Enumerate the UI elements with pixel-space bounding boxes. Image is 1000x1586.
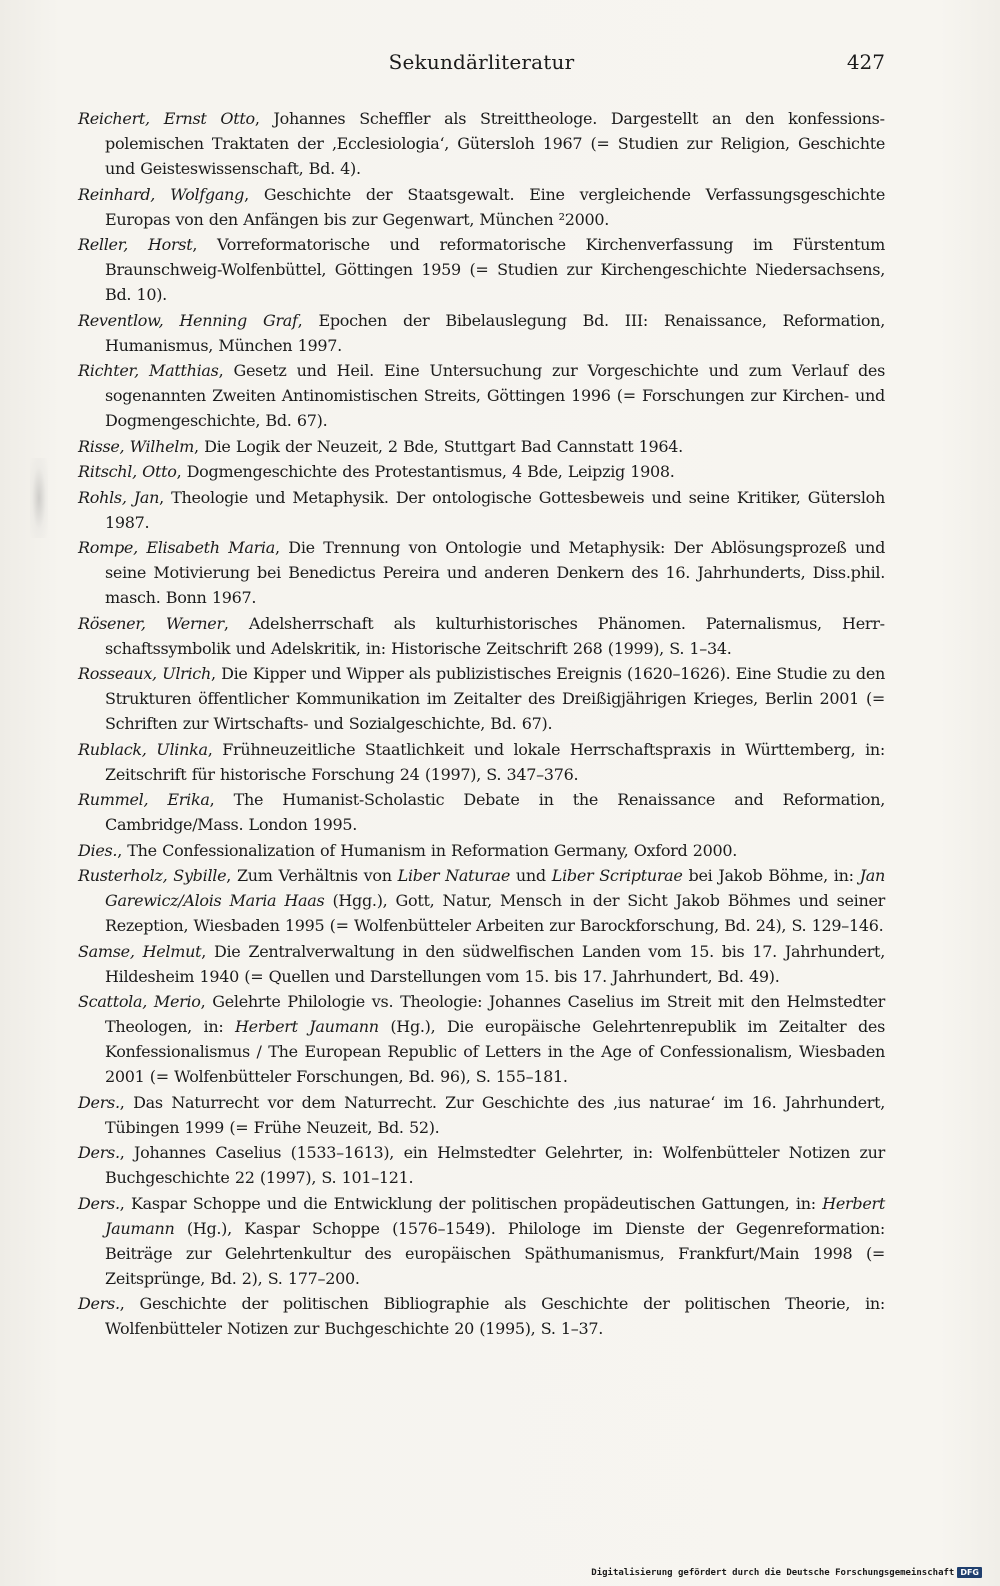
bibliography-entry — [78, 737, 885, 787]
bibliography-list — [78, 106, 885, 1342]
bibliography-entry — [78, 535, 885, 610]
entry-author: Ritschl, Otto — [78, 462, 177, 481]
entry-author: Reventlow, Henning Graf — [78, 310, 298, 330]
entry-text: (Hg.), Die europäische Gelehrtenrepublik im Zeitalter des Konfessionalismus / The European Republic of Letters in the Age of Confessionalism, Wiesbaden 2001 (= Wolfenbütteler Forschungen, Bd. 96), S. 155–181. — [105, 1017, 885, 1086]
entry-text: , Geschichte der politischen Bibliographie als Geschichte der politischen Theorie, in: Wolfenbütteler Notizen zur Buchgeschichte 20 (1995), S. 1–37. — [105, 1294, 885, 1338]
entry-text: , Geschichte der Staatsgewalt. Eine vergleichende Verfassungsgeschichte Europas von den Anfängen bis zur Gegenwart, München ²2000. — [105, 184, 885, 229]
entry-author: Reichert, Ernst Otto — [78, 109, 255, 128]
entry-text: , Johannes Scheffler als Streittheologe. Dargestellt an den konfessionspolemischen Traktaten der ‚Ecclesiologia‘, Gütersloh 1967 (= Studien zur Religion, Geschichte und Geisteswissenschaft, Bd. 4). — [105, 109, 885, 178]
bibliography-entry — [78, 1140, 885, 1190]
entry-author: Ders. — [78, 1193, 120, 1213]
entry-author: Samse, Helmut — [78, 941, 202, 961]
entry-text: , Adelsherrschaft als kulturhistorisches Phänomen. Paternalismus, Herrschaftssymbolik und Adelskritik, in: Historische Zeitschrift 268 (1999), S. 1–34. — [105, 613, 885, 658]
scan-smudge — [30, 458, 48, 538]
entry-author: Rosseaux, Ulrich — [78, 664, 211, 683]
entry-text: , Gelehrte Philologie vs. Theologie: Johannes Caselius im Streit mit den Helmstedter Theologen, in: — [105, 992, 885, 1036]
bibliography-entry — [78, 661, 885, 736]
entry-author: Rublack, Ulinka — [78, 739, 208, 759]
page-number: 427 — [846, 50, 885, 74]
bibliography-entry — [78, 485, 885, 535]
bibliography-entry — [78, 1090, 885, 1140]
entry-text: , Kaspar Schoppe und die Entwicklung der politischen propädeutischen Gattungen, in: — [119, 1193, 823, 1213]
digitization-footer — [591, 1567, 982, 1578]
entry-text: (Hgg.), Gott, Natur, Mensch in der Sicht Jakob Böhmes und seiner Rezeption, Wiesbaden 1995 (= Wolfenbütteler Arbeiten zur Barockforschung, Bd. 24), S. 129–146. — [105, 891, 885, 935]
bibliography-entry — [78, 863, 885, 938]
entry-author: Richter, Matthias — [78, 361, 219, 380]
entry-author: Reinhard, Wolfgang — [78, 184, 245, 204]
entry-text: , Die Logik der Neuzeit, 2 Bde, Stuttgart Bad Cannstatt 1964. — [194, 436, 683, 456]
bibliography-entry — [78, 939, 885, 989]
entry-text: , The Humanist-Scholastic Debate in the Renaissance and Reformation, Cambridge/Mass. London 1995. — [105, 790, 886, 834]
entry-author: Rummel, Erika — [78, 790, 210, 809]
bibliography-entry — [78, 232, 885, 307]
entry-text: , Theologie und Metaphysik. Der ontologische Gottesbeweis und seine Kritiker, Gütersloh 1987. — [105, 487, 885, 532]
entry-author: Risse, Wilhelm — [78, 436, 194, 456]
bibliography-entry — [78, 182, 885, 232]
bibliography-entry — [78, 434, 885, 459]
bibliography-entry — [78, 1291, 885, 1341]
bibliography-entry — [78, 1191, 885, 1291]
entry-italic-text: Herbert Jaumann — [105, 1193, 885, 1238]
entry-author: Rusterholz, Sybille — [78, 866, 227, 885]
entry-author: Ders. — [78, 1092, 120, 1112]
bibliography-entry — [78, 787, 885, 837]
page-header — [78, 50, 885, 80]
entry-text: , Die Zentralverwaltung in den südwelfischen Landen vom 15. bis 17. Jahrhundert, Hildesheim 1940 (= Quellen und Darstellungen vom 15. bis 17. Jahrhundert, Bd. 49). — [105, 941, 885, 986]
entry-italic-text: Liber Scripturae — [551, 866, 683, 885]
entry-text: , Das Naturrecht vor dem Naturrecht. Zur Geschichte des ‚ius naturae‘ im 16. Jahrhundert, Tübingen 1999 (= Frühe Neuzeit, Bd. 52). — [105, 1092, 885, 1137]
entry-text: , Frühneuzeitliche Staatlichkeit und lokale Herrschaftspraxis in Württemberg, in: Zeitschrift für historische Forschung 24 (1997), S. 347–376. — [105, 739, 885, 784]
entry-text: , Zum Verhältnis von — [226, 866, 398, 885]
entry-author: Scattola, Merio — [78, 992, 201, 1011]
entry-author: Reller, Horst — [78, 235, 193, 254]
entry-text: (Hg.), Kaspar Schoppe (1576–1549). Philologe im Dienste der Gegenreformation: Beiträge zur Gelehrtenkultur des europäischen Späthumanismus, Frankfurt/Main 1998 (= Zeitsprünge, Bd. 2), S. 177–200. — [105, 1218, 885, 1288]
entry-author: Ders. — [78, 1294, 120, 1313]
entry-author: Rompe, Elisabeth Maria — [78, 538, 275, 557]
entry-text: , Die Kipper und Wipper als publizistisches Ereignis (1620–1626). Eine Studie zu den Strukturen öffentlicher Kommunikation im Zeitalter des Dreißigjährigen Krieges, Berlin 2001 (= Schriften zur Wirtschafts- und Sozialgeschichte, Bd. 67). — [105, 664, 885, 733]
bibliography-entry — [78, 611, 885, 661]
bibliography-entry — [78, 358, 885, 433]
entry-text: , Die Trennung von Ontologie und Metaphysik: Der Ablösungsprozeß und seine Motivierung bei Benedictus Pereira und anderen Denkern des 16. Jahrhunderts, Diss.phil. masch. Bonn 1967. — [105, 538, 886, 607]
entry-italic-text: Liber Naturae — [397, 866, 510, 885]
bibliography-entry — [78, 838, 885, 863]
bibliography-entry — [78, 308, 885, 358]
bibliography-entry — [78, 459, 885, 484]
footer-text: Digitalisierung gefördert durch die Deutsche Forschungsgemeinschaft — [591, 1567, 955, 1578]
entry-text: , Epochen der Bibelauslegung Bd. III: Renaissance, Reformation, Humanismus, München 1997. — [105, 310, 886, 355]
entry-author: Ders. — [78, 1143, 120, 1162]
running-title: Sekundärliteratur — [388, 50, 575, 74]
entry-italic-text: Jan Garewicz/Alois Maria Haas — [105, 866, 885, 910]
entry-text: , The Confessionalization of Humanism in Reformation Germany, Oxford 2000. — [117, 840, 738, 860]
entry-text: , Vorreformatorische und reformatorische Kirchenverfassung im Fürstentum Braunschweig-Wolfenbüttel, Göttingen 1959 (= Studien zur Kirchengeschichte Niedersachsens, Bd. 10). — [105, 235, 885, 304]
entry-author: Rösener, Werner — [78, 613, 224, 633]
entry-text: bei Jakob Böhme, in: — [682, 866, 860, 885]
entry-italic-text: Herbert Jaumann — [234, 1017, 379, 1036]
entry-text: , Johannes Caselius (1533–1613), ein Helmstedter Gelehrter, in: Wolfenbütteler Notizen zur Buchgeschichte 22 (1997), S. 101–121. — [105, 1143, 885, 1187]
entry-text: und — [510, 866, 552, 885]
entry-author: Dies. — [78, 840, 118, 860]
entry-text: , Gesetz und Heil. Eine Untersuchung zur Vorgeschichte und zum Verlauf des sogenannten Zweiten Antinomistischen Streits, Göttingen 1996 (= Forschungen zur Kirchen- und Dogmengeschichte, Bd. 67). — [105, 361, 885, 430]
entry-text: , Dogmengeschichte des Protestantismus, 4 Bde, Leipzig 1908. — [176, 462, 675, 481]
bibliography-entry — [78, 106, 885, 181]
entry-author: Rohls, Jan — [78, 487, 160, 507]
bibliography-entry — [78, 989, 885, 1089]
dfg-logo: DFG — [957, 1567, 982, 1578]
